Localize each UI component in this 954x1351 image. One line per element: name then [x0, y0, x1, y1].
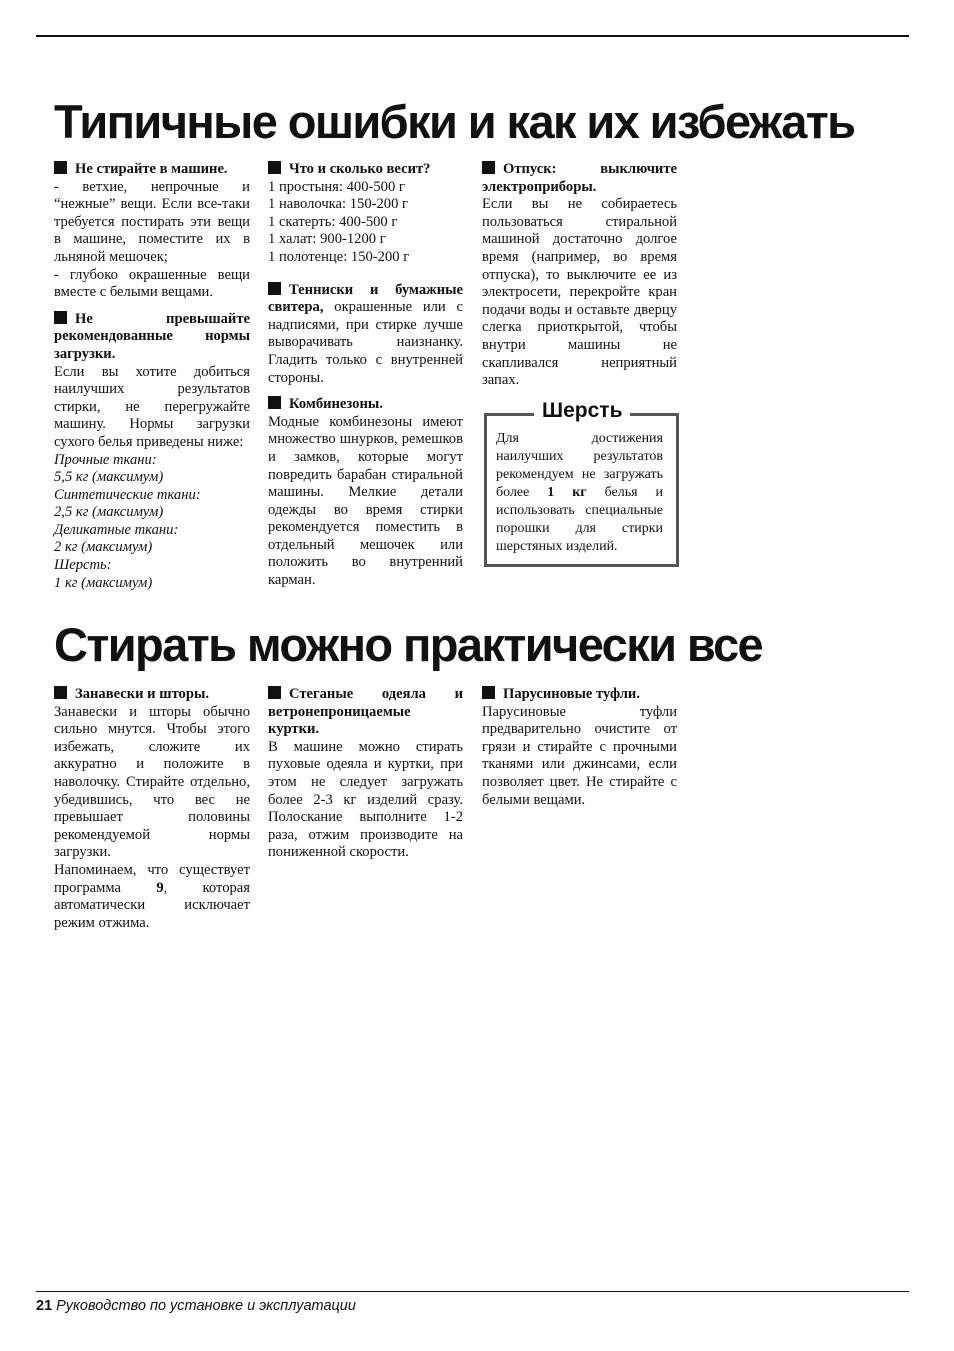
bullet-square-icon [268, 161, 281, 174]
weight-line: 1 наволочка: 150-200 г [268, 196, 408, 213]
bullet-square-icon [54, 686, 67, 699]
item-heading: Не стирайте в машине. [54, 161, 250, 179]
section1-column-3 [482, 161, 677, 390]
weight-line: 1 полотенце: 150-200 г [268, 248, 410, 265]
bullet-square-icon [268, 396, 281, 409]
weight-line: 1 простыня: 400-500 г [268, 178, 405, 195]
item-text: Занавески и шторы обычно сильно мнутся. Чтобы этого избежать, сложите их аккуратно и положите в наволочку. Стирайте отдельно, убедившись, что вес не превышает половины рекомендуемой нормы загрузки. [54, 703, 250, 861]
section2-column-1 [54, 686, 250, 932]
item-heading: Отпуск: выключите электроприборы. [482, 161, 677, 195]
item-heading: Что и сколько весит? [268, 161, 463, 179]
item-heading: Не превышайте рекомендованные нормы загрузки. [54, 310, 250, 362]
top-rule [36, 35, 909, 37]
page-number: 21 [36, 1298, 53, 1314]
bullet-square-icon [482, 161, 495, 174]
item-text: Модные комбинезоны имеют множество шнурков, ремешков и замков, которые могут повредить барабан стиральной машины. Мелкие детали одежды во время стирки рекомендуется поместить в отдельный мешочек или положить во внутренний карман. [268, 413, 463, 589]
item-paragraph: Тенниски и бумажные свитера, окрашенные или с надписями, при стирке лучше выворачивать наизнанку. Гладить только с внутренней стороны. [268, 281, 463, 386]
bullet-square-icon [482, 686, 495, 699]
section-title-wash-almost-everything: Стирать можно практически все [54, 618, 763, 671]
item-heading: Парусиновые туфли. [482, 686, 677, 704]
bullet-square-icon [268, 686, 281, 699]
load-value: 1 кг (максимум) [54, 574, 153, 591]
item-text: Если вы не собираетесь пользоваться стиральной машиной достаточно долгое время (например, во время отпуска), то выключите ее из электросети, перекройте кран подачи воды и оставьте дверцу слегка приоткрытой, чтобы внутри машины не скапливался неприятный запах. [482, 196, 677, 389]
bullet-square-icon [268, 282, 281, 295]
load-value: 2,5 кг (максимум) [54, 504, 164, 521]
section1-column-2 [268, 161, 463, 590]
wool-box-title: Шерсть [534, 398, 630, 424]
item-text: Напоминаем, что существует программа 9, которая автоматически исключает режим отжима. [54, 861, 250, 931]
item-heading: Стеганые одеяла и ветронепроницаемые куртки. [268, 686, 463, 738]
load-label: Шерсть: [54, 557, 112, 574]
item-text: - глубоко окрашенные вещи вместе с белыми вещами. [54, 266, 250, 301]
footer-text: Руководство по установке и эксплуатации [56, 1298, 356, 1314]
load-label: Деликатные ткани: [54, 521, 179, 538]
weight-line: 1 халат: 900-1200 г [268, 231, 386, 248]
bullet-square-icon [54, 311, 67, 324]
item-text: В машине можно стирать пуховые одеяла и куртки, при этом не следует загружать более 2-3 кг изделий сразу. Полоскание выполните 1-2 раза, отжим производите на пониженной скорости. [268, 738, 463, 861]
load-label: Синтетические ткани: [54, 486, 201, 503]
item-heading: Занавески и шторы. [54, 686, 250, 704]
weight-line: 1 скатерть: 400-500 г [268, 213, 398, 230]
section2-column-3 [482, 686, 677, 809]
wool-box-text: Для достижения наилучших результатов рекомендуем не загружать более 1 кг белья и использовать специальные порошки для стирки шерстяных изделий. [496, 431, 663, 554]
load-value: 5,5 кг (максимум) [54, 469, 164, 486]
section1-column-1 [54, 161, 250, 592]
section2-column-2 [268, 686, 463, 862]
bottom-rule [36, 1291, 909, 1292]
item-text: Если вы хотите добиться наилучших результатов стирки, не перегружайте машину. Нормы загрузки сухого белья приведены ниже: [54, 363, 250, 450]
item-heading: Комбинезоны. [268, 396, 463, 414]
load-label: Прочные ткани: [54, 451, 157, 468]
section-title-typical-mistakes: Типичные ошибки и как их избежать [54, 95, 855, 148]
page-footer [36, 1298, 356, 1314]
item-text: - ветхие, непрочные и “нежные” вещи. Если все-таки требуется постирать эти вещи в машине, поместите их в льняной мешочек; [54, 178, 250, 265]
item-text: Парусиновые туфли предварительно очистите от грязи и стирайте с прочными тканями или джинсами, если позволяет цвет. Не стирайте с белыми вещами. [482, 703, 677, 808]
bullet-square-icon [54, 161, 67, 174]
load-value: 2 кг (максимум) [54, 539, 153, 556]
